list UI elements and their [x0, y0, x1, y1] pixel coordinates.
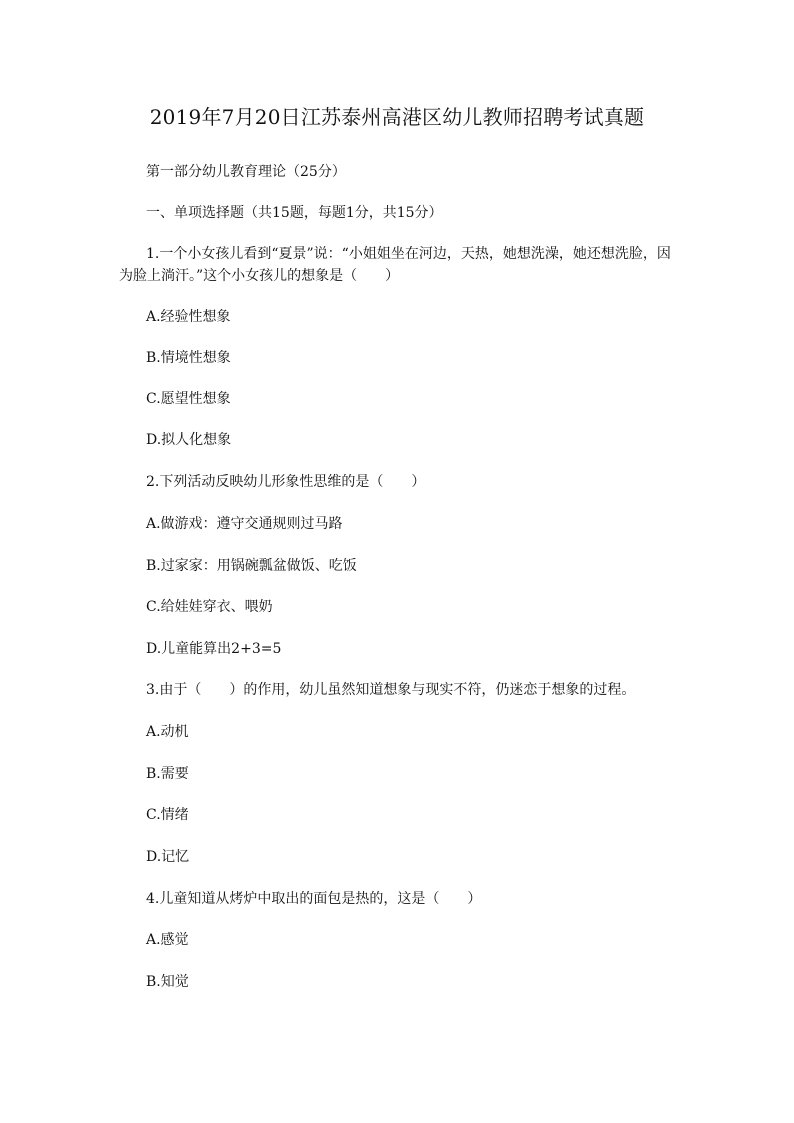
question-3-option-a: A.动机: [146, 724, 189, 740]
section-heading: 一、单项选择题（共15题，每题1分，共15分）: [146, 205, 443, 221]
question-4-option-a: A.感觉: [146, 932, 189, 948]
question-2-option-a: A.做游戏：遵守交通规则过马路: [146, 516, 343, 532]
page-title: 2019年7月20日江苏泰州高港区幼儿教师招聘考试真题: [149, 105, 645, 129]
question-3-option-b: B.需要: [146, 766, 189, 782]
question-2-stem: 2.下列活动反映幼儿形象性思维的是（ ）: [146, 474, 426, 490]
question-1-option-c: C.愿望性想象: [146, 391, 231, 407]
question-1-stem: 1.一个小女孩儿看到“夏景”说：“小姐姐坐在河边，天热，她想洗澡，她还想洗脸，因为脸上淌汗。”这个小女孩儿的想象是（ ）: [119, 246, 671, 284]
question-1-option-b: B.情境性想象: [146, 350, 231, 366]
question-1-option-a: A.经验性想象: [146, 309, 231, 325]
question-4-stem: 4.儿童知道从烤炉中取出的面包是热的，这是（ ）: [146, 891, 482, 907]
part-heading: 第一部分幼儿教育理论（25分）: [146, 164, 346, 180]
question-2-option-c: C.给娃娃穿衣、喂奶: [146, 599, 273, 615]
question-2-option-d: D.儿童能算出2+3=5: [146, 641, 282, 657]
question-3-stem: 3.由于（ ）的作用，幼儿虽然知道想象与现实不符，仍迷恋于想象的过程。: [146, 682, 636, 698]
question-3-option-c: C.情绪: [146, 807, 189, 823]
question-2-option-b: B.过家家：用锅碗瓢盆做饭、吃饭: [146, 558, 357, 574]
question-4-option-b: B.知觉: [146, 974, 189, 990]
question-1-option-d: D.拟人化想象: [146, 432, 232, 448]
question-3-option-d: D.记忆: [146, 849, 190, 865]
